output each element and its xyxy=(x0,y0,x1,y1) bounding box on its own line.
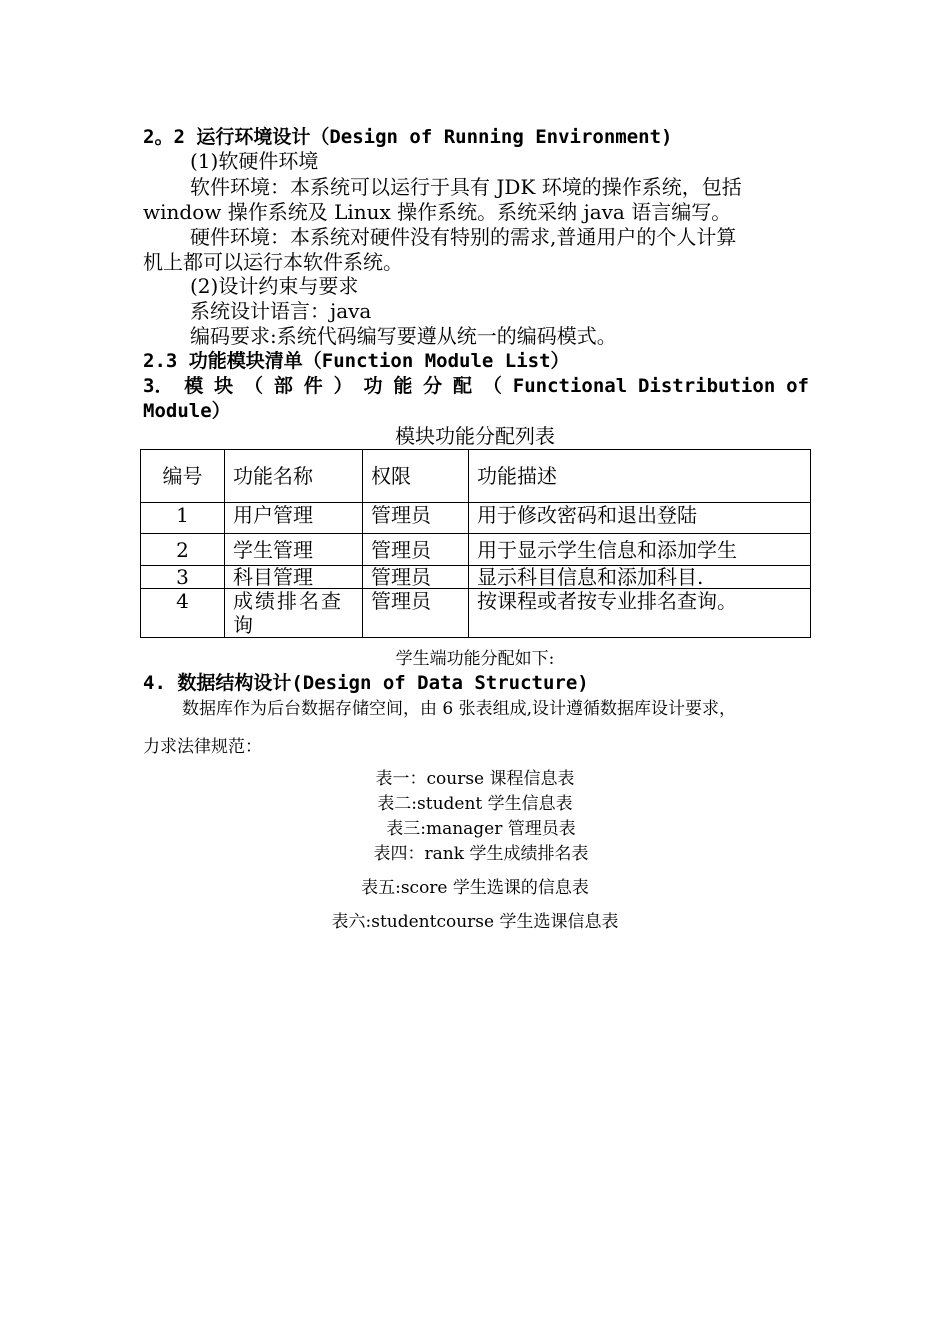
heading-part: 功 xyxy=(363,375,383,397)
db-table-item: 表五:score 学生选课的信息表 xyxy=(361,878,589,898)
table-row xyxy=(141,534,811,566)
db-table-item: 表三:manager 管理员表 xyxy=(386,819,576,839)
heading-part: Distribution xyxy=(637,375,776,397)
section-3-heading-line2: Module） xyxy=(143,400,231,422)
table-cell: 4 xyxy=(141,589,225,638)
heading-part: （ xyxy=(244,375,264,397)
subsection-constraints: (2)设计约束与要求 xyxy=(190,274,359,298)
heading-part: 模 xyxy=(184,375,204,397)
heading-part: 块 xyxy=(214,375,234,397)
section-4-para-line2: 力求法律规范： xyxy=(143,737,262,757)
hardware-env-line2: 机上都可以运行本软件系统。 xyxy=(143,250,403,274)
section-4-para-line1: 数据库作为后台数据存储空间，由 6 张表组成,设计遵循数据库设计要求， xyxy=(182,699,737,719)
table-cell: 用于修改密码和退出登陆 xyxy=(469,503,811,534)
software-env-line1: 软件环境：本系统可以运行于具有 JDK 环境的操作系统，包括 xyxy=(190,175,742,199)
db-table-item: 表六:studentcourse 学生选课信息表 xyxy=(331,912,619,932)
table-cell: 2 xyxy=(141,534,225,566)
table-caption: 模块功能分配列表 xyxy=(395,424,555,448)
table-cell: 3 xyxy=(141,566,225,589)
heading-part: 配 xyxy=(453,375,473,397)
heading-part: 3． xyxy=(143,375,174,397)
table-row xyxy=(141,503,811,534)
hardware-env-line1: 硬件环境：本系统对硬件没有特别的需求,普通用户的个人计算 xyxy=(190,225,737,249)
coding-requirement-line: 编码要求:系统代码编写要遵从统一的编码模式。 xyxy=(190,324,617,348)
table-cell: 显示科目信息和添加科目. xyxy=(469,566,811,589)
design-language-line: 系统设计语言：java xyxy=(190,299,372,323)
db-table-item: 表四：rank 学生成绩排名表 xyxy=(373,844,589,864)
table-cell: 管理员 xyxy=(363,534,469,566)
heading-part: 部 xyxy=(273,375,293,397)
heading-part: ） xyxy=(333,375,353,397)
software-env-line2: window 操作系统及 Linux 操作系统。系统采纳 java 语言编写。 xyxy=(143,200,732,224)
table-cell: 管理员 xyxy=(363,589,469,638)
heading-part: Functional xyxy=(512,375,628,397)
db-table-item: 表一：course 课程信息表 xyxy=(375,769,575,789)
table-row xyxy=(141,566,811,589)
header-cell: 编号 xyxy=(141,450,225,503)
table-header-row xyxy=(141,450,811,503)
table-cell: 用户管理 xyxy=(225,503,363,534)
section-3-heading-line1 xyxy=(143,374,809,398)
table-row xyxy=(141,589,811,638)
table-cell: 成绩排名查询 xyxy=(225,589,363,638)
table-cell: 学生管理 xyxy=(225,534,363,566)
heading-part: （ xyxy=(482,375,502,397)
header-cell: 功能名称 xyxy=(225,450,363,503)
heading-part: 分 xyxy=(423,375,443,397)
table-cell: 科目管理 xyxy=(225,566,363,589)
subsection-hardware-software: (1)软硬件环境 xyxy=(190,149,319,173)
heading-part: 能 xyxy=(393,375,413,397)
table-cell: 管理员 xyxy=(363,566,469,589)
section-4-heading: 4. 数据结构设计(Design of Data Structure) xyxy=(143,672,589,694)
table-cell: 管理员 xyxy=(363,503,469,534)
table-note: 学生端功能分配如下: xyxy=(395,649,555,669)
db-table-item: 表二:student 学生信息表 xyxy=(377,794,573,814)
section-2-2-heading: 2。2 运行环境设计（Design of Running Environment) xyxy=(143,126,673,148)
heading-part: 件 xyxy=(303,375,323,397)
header-cell: 权限 xyxy=(363,450,469,503)
module-function-table xyxy=(140,449,811,638)
header-cell: 功能描述 xyxy=(469,450,811,503)
table-cell: 按课程或者按专业排名查询。 xyxy=(469,589,811,638)
table-cell: 用于显示学生信息和添加学生 xyxy=(469,534,811,566)
heading-part: of xyxy=(786,375,809,397)
section-2-3-heading: 2.3 功能模块清单（Function Module List） xyxy=(143,350,570,372)
table-cell: 1 xyxy=(141,503,225,534)
